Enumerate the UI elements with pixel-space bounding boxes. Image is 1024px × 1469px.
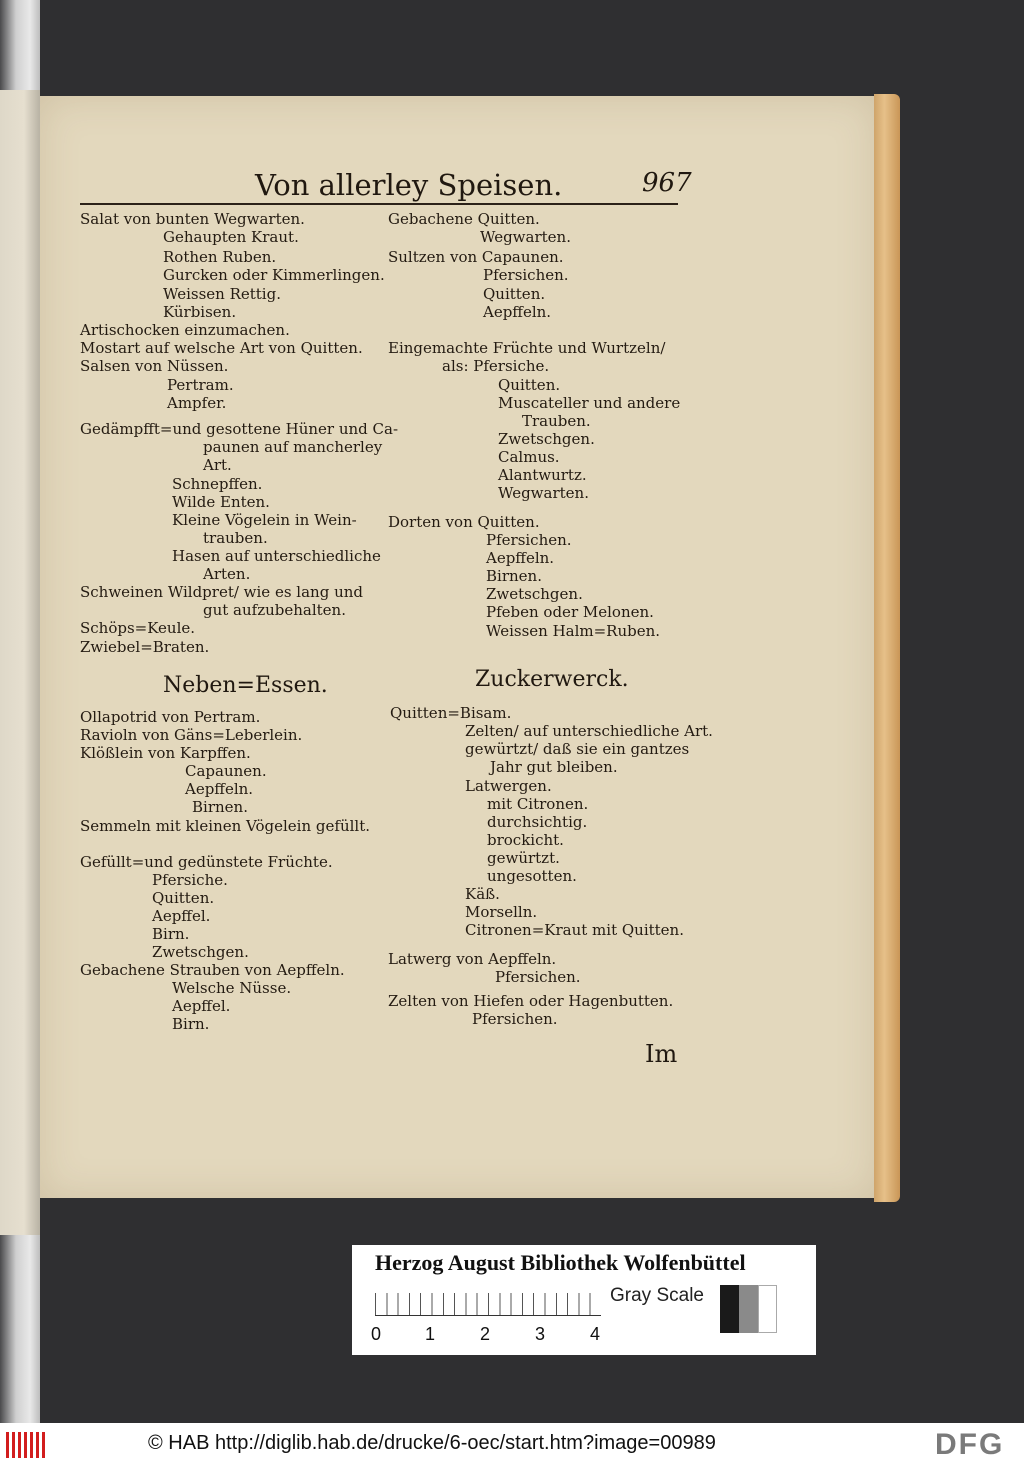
- left-line: Salsen von Nüssen.: [80, 357, 229, 375]
- left-line: Capaunen.: [185, 762, 267, 780]
- right-line: Käß.: [465, 885, 500, 903]
- right-line: Dorten von Quitten.: [388, 513, 540, 531]
- left-line: Birn.: [152, 925, 190, 943]
- right-line: Pfersichen.: [495, 968, 581, 986]
- section-heading: Zuckerwerck.: [475, 667, 629, 692]
- right-line: Jahr gut bleiben.: [490, 758, 618, 776]
- right-line: Weissen Halm=Ruben.: [486, 622, 661, 640]
- right-line: Aepffeln.: [486, 549, 555, 567]
- right-line: brockicht.: [487, 831, 564, 849]
- gray-swatch-black: [720, 1285, 739, 1333]
- catchword: Im: [645, 1040, 678, 1068]
- left-line: Kleine Vögelein in Wein-: [172, 511, 357, 529]
- footer-copyright-link[interactable]: © HAB http://diglib.hab.de/drucke/6-oec/start.htm?image=00989: [148, 1432, 716, 1454]
- left-line: Artischocken einzumachen.: [80, 321, 290, 339]
- left-line: Arten.: [203, 565, 251, 583]
- right-line: Eingemachte Früchte und Wurtzeln/: [388, 339, 666, 357]
- right-line: mit Citronen.: [487, 795, 589, 813]
- right-line: Quitten=Bisam.: [390, 704, 512, 722]
- right-line: Zelten/ auf unterschiedliche Art.: [465, 722, 713, 740]
- left-line: Welsche Nüsse.: [172, 979, 292, 997]
- right-line: Quitten.: [498, 376, 561, 394]
- right-line: Alantwurtz.: [498, 466, 587, 484]
- left-line: Gedämpfft=und gesottene Hüner und Ca-: [80, 420, 399, 438]
- left-line: Aepffel.: [152, 907, 211, 925]
- ruler-number: 0: [371, 1324, 382, 1344]
- right-line: Trauben.: [522, 412, 591, 430]
- left-line: Ravioln von Gäns=Leberlein.: [80, 726, 303, 744]
- gray-swatch-white: [758, 1285, 777, 1333]
- left-line: Rothen Ruben.: [163, 248, 277, 266]
- gray-scale-label: Gray Scale: [610, 1285, 704, 1306]
- right-line: Wegwarten.: [480, 228, 571, 246]
- left-line: Hasen auf unterschiedliche: [172, 547, 381, 565]
- right-line: Quitten.: [483, 285, 546, 303]
- left-line: Art.: [203, 456, 232, 474]
- right-line: Pfeben oder Melonen.: [486, 603, 654, 621]
- left-line: Schweinen Wildpret/ wie es lang und: [80, 583, 363, 601]
- left-line: Klößlein von Karpffen.: [80, 744, 251, 762]
- footer-bar: [0, 1423, 1024, 1469]
- left-line: Gehaupten Kraut.: [163, 228, 299, 246]
- left-line: Zwiebel=Braten.: [80, 638, 210, 656]
- left-line: Quitten.: [152, 889, 215, 907]
- left-line: Gebachene Strauben von Aepffeln.: [80, 961, 345, 979]
- right-line: Birnen.: [486, 567, 542, 585]
- left-line: Kürbisen.: [163, 303, 237, 321]
- head-rule: [80, 203, 678, 205]
- right-line: Zwetschgen.: [498, 430, 595, 448]
- left-line: Ampfer.: [167, 394, 227, 412]
- ruler-number: 2: [480, 1324, 491, 1344]
- library-name: Herzog August Bibliothek Wolfenbüttel: [375, 1250, 746, 1275]
- page-fore-edge: [874, 94, 900, 1202]
- left-line: Schöps=Keule.: [80, 619, 196, 637]
- right-line: Latwerg von Aepffeln.: [388, 950, 557, 968]
- right-line: gewürtzt.: [487, 849, 560, 867]
- ruler-number: 4: [590, 1324, 601, 1344]
- right-line: Pfersichen.: [483, 266, 569, 284]
- hab-logo-icon: [6, 1432, 46, 1458]
- right-line: Pfersichen.: [472, 1010, 558, 1028]
- gray-swatch-mid: [739, 1285, 758, 1333]
- left-line: Semmeln mit kleinen Vögelein gefüllt.: [80, 817, 370, 835]
- left-line: Ollapotrid von Pertram.: [80, 708, 261, 726]
- left-line: Pertram.: [167, 376, 234, 394]
- left-line: Pfersiche.: [152, 871, 228, 889]
- ruler-scale: [375, 1293, 601, 1316]
- right-line: Zwetschgen.: [486, 585, 583, 603]
- right-line: Aepffeln.: [483, 303, 552, 321]
- left-line: Wilde Enten.: [172, 493, 270, 511]
- right-line: Morselln.: [465, 903, 538, 921]
- color-calibration-card: [352, 1245, 816, 1355]
- left-line: paunen auf mancherley: [203, 438, 383, 456]
- left-line: Mostart auf welsche Art von Quitten.: [80, 339, 363, 357]
- right-line: Zelten von Hiefen oder Hagenbutten.: [388, 992, 674, 1010]
- left-line: Birn.: [172, 1015, 210, 1033]
- right-line: Muscateller und andere: [498, 394, 681, 412]
- right-line: ungesotten.: [487, 867, 577, 885]
- page-number: 967: [642, 168, 692, 198]
- left-line: Birnen.: [192, 798, 248, 816]
- section-heading: Neben=Essen.: [163, 673, 328, 698]
- right-line: Pfersichen.: [486, 531, 572, 549]
- left-line: gut aufzubehalten.: [203, 601, 346, 619]
- right-line: als: Pfersiche.: [442, 357, 550, 375]
- ruler-number: 1: [425, 1324, 436, 1344]
- left-line: Aepffeln.: [185, 780, 254, 798]
- right-line: Gebachene Quitten.: [388, 210, 540, 228]
- ruler-number: 3: [535, 1324, 546, 1344]
- running-head: Von allerley Speisen.: [255, 168, 563, 202]
- dfg-logo: DFG: [935, 1428, 1005, 1461]
- left-line: trauben.: [203, 529, 268, 547]
- right-line: Sultzen von Capaunen.: [388, 248, 564, 266]
- right-line: Latwergen.: [465, 777, 552, 795]
- right-line: Wegwarten.: [498, 484, 589, 502]
- left-line: Zwetschgen.: [152, 943, 249, 961]
- right-line: Citronen=Kraut mit Quitten.: [465, 921, 684, 939]
- right-line: Calmus.: [498, 448, 560, 466]
- left-line: Gefüllt=und gedünstete Früchte.: [80, 853, 333, 871]
- left-line: Weissen Rettig.: [163, 285, 281, 303]
- left-line: Gurcken oder Kimmerlingen.: [163, 266, 385, 284]
- right-line: durchsichtig.: [487, 813, 588, 831]
- left-line: Salat von bunten Wegwarten.: [80, 210, 305, 228]
- left-line: Schnepffen.: [172, 475, 263, 493]
- left-line: Aepffel.: [172, 997, 231, 1015]
- right-line: gewürtzt/ daß sie ein gantzes: [465, 740, 690, 758]
- previous-page-edge: [0, 90, 40, 1235]
